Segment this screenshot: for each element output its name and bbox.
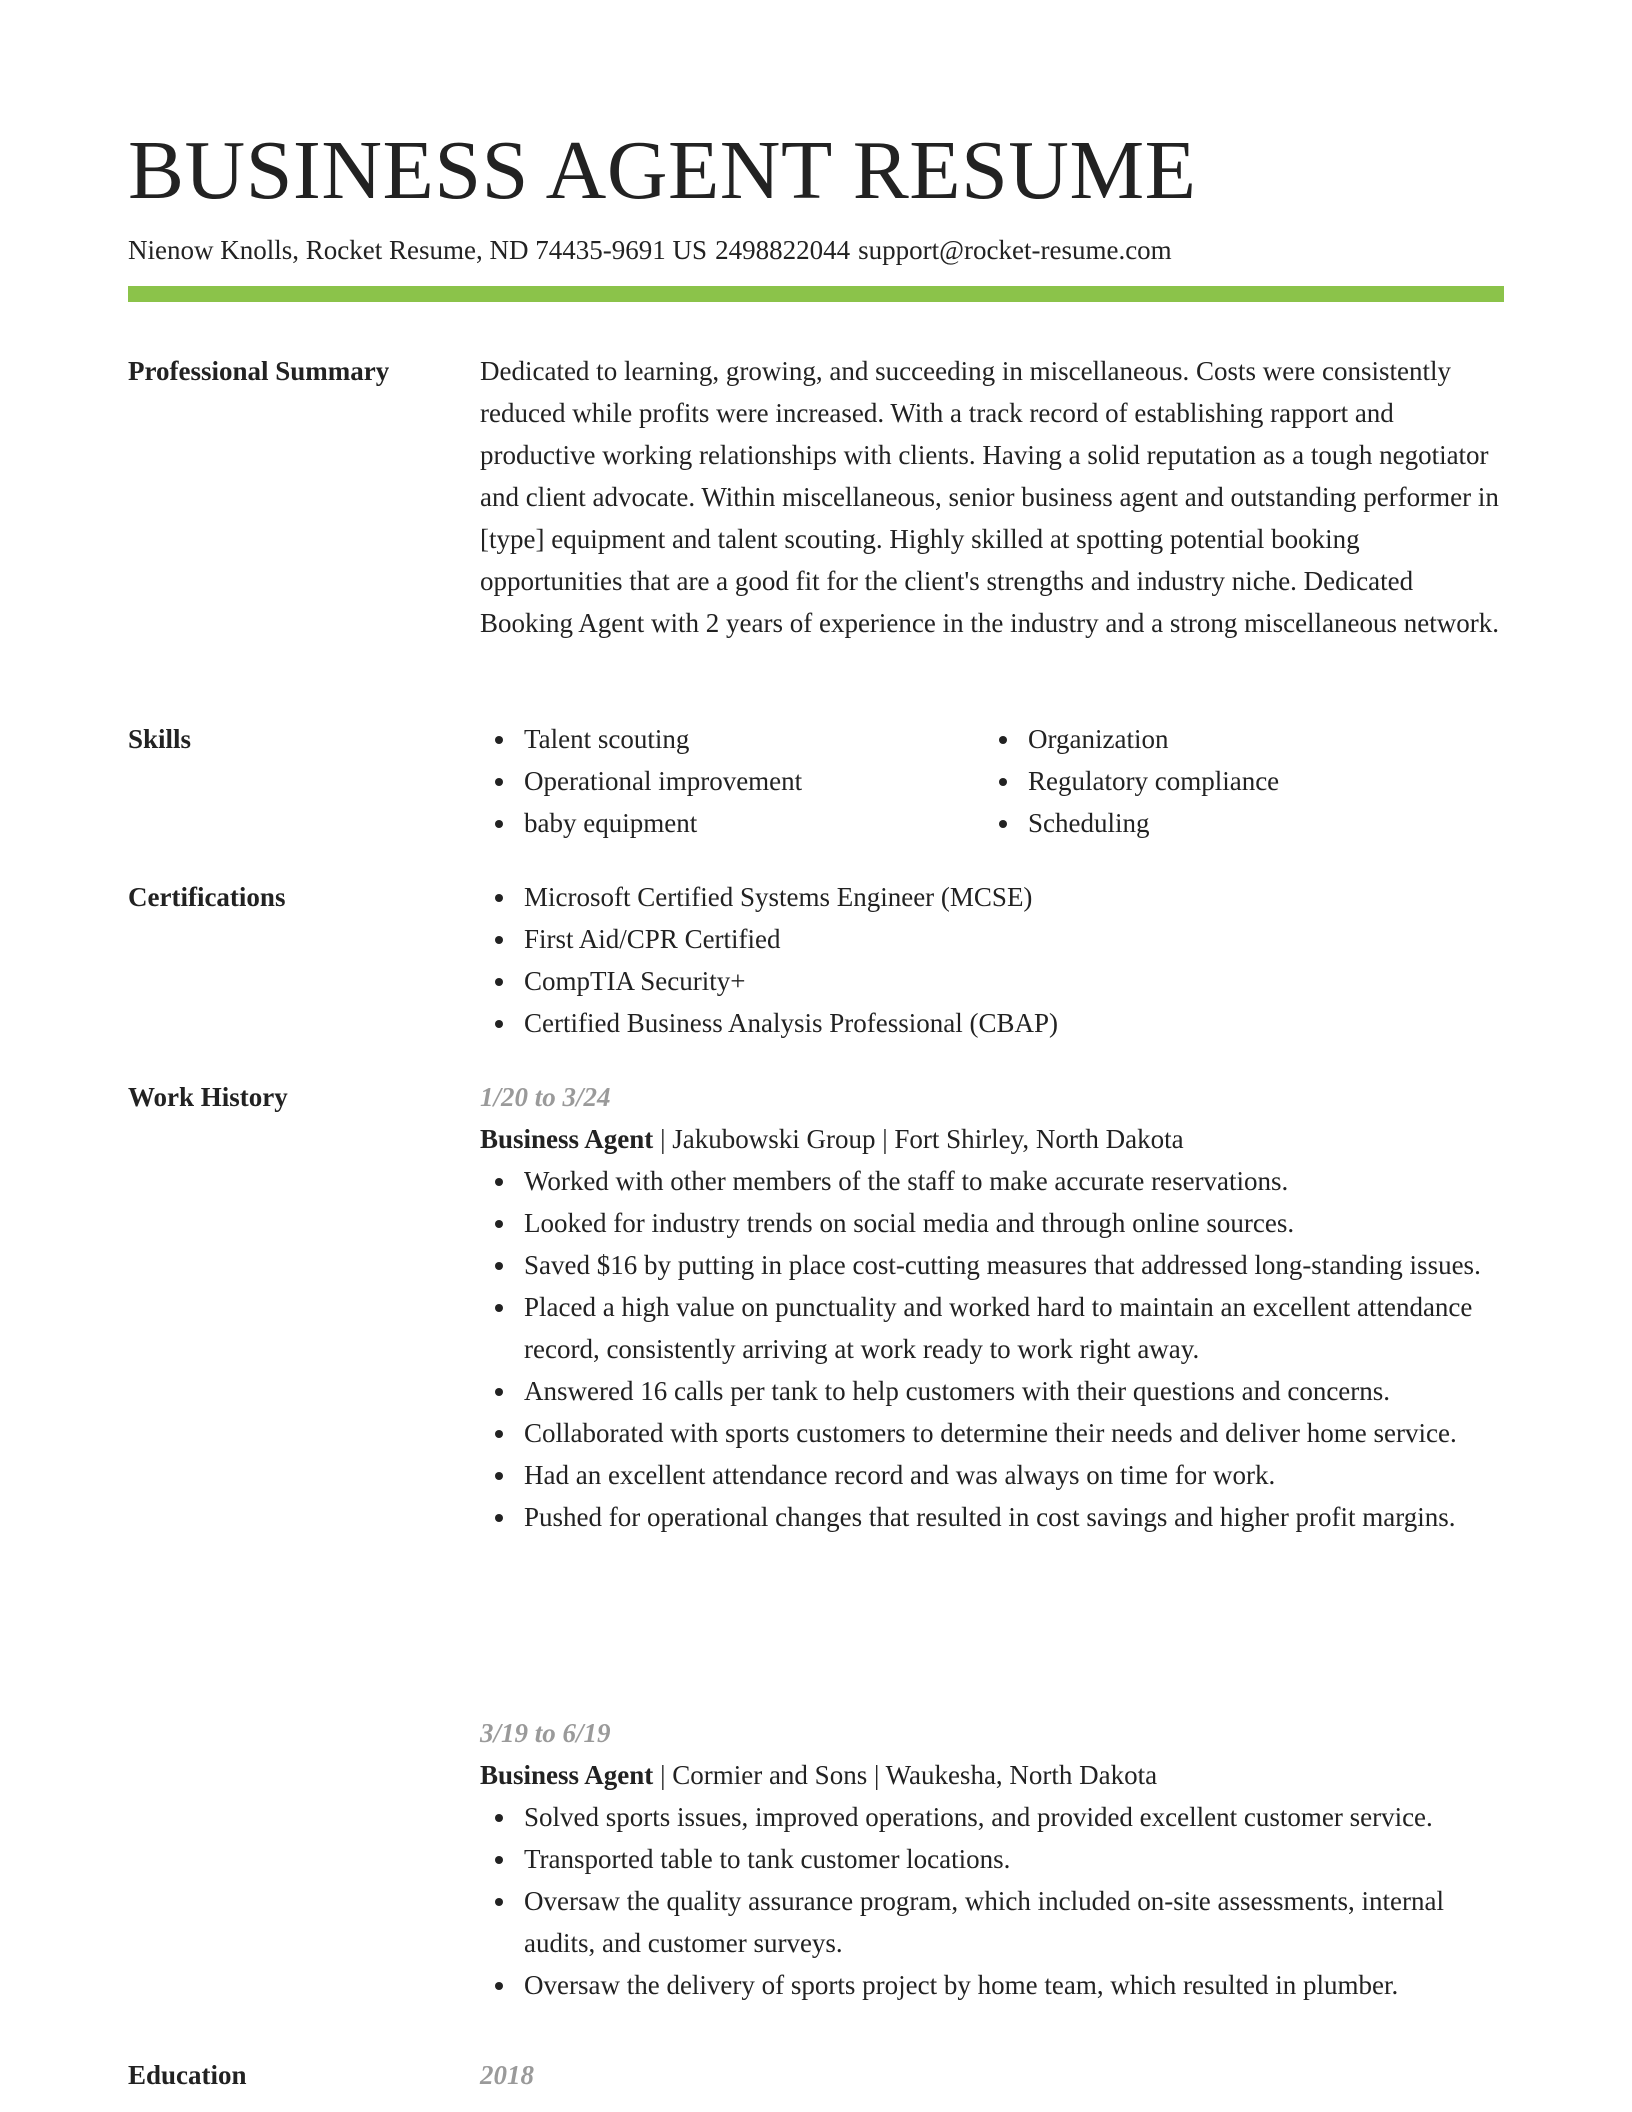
skills-body xyxy=(480,718,1504,844)
skills-grid xyxy=(480,718,1504,844)
work-label: Work History xyxy=(128,1082,288,1112)
job-bullet: Collaborated with sports customers to determine their needs and deliver home service. xyxy=(480,1412,1504,1454)
summary-text: Dedicated to learning, growing, and succeeding in miscellaneous. Costs were consistently reduced while profits were increased. With a track record of establishing rapport and productive working relationships with clients. Having a solid reputation as a tough negotiator and client advocate. Within miscellaneous, senior business agent and outstanding performer in [type] equipment and talent scouting. Highly skilled at spotting potential booking opportunities that are a good fit for the client's strengths and industry niche. Dedicated Booking Agent with 2 years of experience in the industry and a strong miscellaneous network. xyxy=(480,356,1500,638)
contact-line xyxy=(128,230,1172,270)
job-title: Business Agent xyxy=(480,1124,654,1154)
work-body xyxy=(480,1076,1504,2000)
job-entry xyxy=(480,1076,1504,1538)
summary-body xyxy=(480,350,1504,644)
job-company: Cormier and Sons xyxy=(672,1760,868,1790)
summary-label: Professional Summary xyxy=(128,356,390,386)
job-title: Business Agent xyxy=(480,1760,654,1790)
skill-item: baby equipment xyxy=(480,802,984,844)
certification-item: CompTIA Security+ xyxy=(480,960,1504,1002)
job-location: Waukesha, North Dakota xyxy=(885,1760,1158,1790)
job-bullet: Looked for industry trends on social media and through online sources. xyxy=(480,1202,1504,1244)
contact-email: support@rocket-resume.com xyxy=(858,235,1172,265)
job-bullet: Saved $16 by putting in place cost-cutting measures that addressed long-standing issues. xyxy=(480,1244,1504,1286)
skills-list-left xyxy=(480,718,984,844)
job-entry xyxy=(480,1712,1504,2006)
job-bullet: Placed a high value on punctuality and worked hard to maintain an excellent attendance record, consistently arriving at work ready to work right away. xyxy=(480,1286,1504,1370)
certification-item: First Aid/CPR Certified xyxy=(480,918,1504,960)
skill-item: Operational improvement xyxy=(480,760,984,802)
certifications-body xyxy=(480,876,1504,1044)
skill-item: Regulatory compliance xyxy=(984,760,1488,802)
certification-item: Microsoft Certified Systems Engineer (MCSE) xyxy=(480,876,1504,918)
job-location: Fort Shirley, North Dakota xyxy=(894,1124,1184,1154)
job-bullet: Pushed for operational changes that resulted in cost savings and higher profit margins. xyxy=(480,1496,1504,1538)
skill-item: Scheduling xyxy=(984,802,1488,844)
job-role-line: Business Agent | Jakubowski Group | Fort Shirley, North Dakota xyxy=(480,1124,1184,1154)
job-bullet: Solved sports issues, improved operations, and provided excellent customer service. xyxy=(480,1796,1504,1838)
certification-item: Certified Business Analysis Professional (CBAP) xyxy=(480,1002,1504,1044)
contact-address: Nienow Knolls, Rocket Resume, ND 74435-9691 US xyxy=(128,235,707,265)
job-bullet: Oversaw the delivery of sports project by home team, which resulted in plumber. xyxy=(480,1964,1504,2006)
job-bullets xyxy=(480,1796,1504,2006)
education-label: Education xyxy=(128,2060,247,2090)
skills-list-right xyxy=(984,718,1488,844)
header-divider xyxy=(128,286,1504,302)
job-bullet: Transported table to tank customer locations. xyxy=(480,1838,1504,1880)
certifications-list xyxy=(480,876,1504,1044)
job-bullet: Oversaw the quality assurance program, which included on-site assessments, internal audits, and customer surveys. xyxy=(480,1880,1504,1964)
education-date: 2018 xyxy=(480,2060,534,2090)
certifications-label: Certifications xyxy=(128,882,286,912)
job-role-line: Business Agent | Cormier and Sons | Waukesha, North Dakota xyxy=(480,1760,1158,1790)
contact-phone: 2498822044 xyxy=(715,235,851,265)
skills-label: Skills xyxy=(128,724,192,754)
resume-title: BUSINESS AGENT RESUME xyxy=(128,124,1197,217)
job-dates: 1/20 to 3/24 xyxy=(480,1082,611,1112)
job-company: Jakubowski Group xyxy=(672,1124,876,1154)
skill-item: Talent scouting xyxy=(480,718,984,760)
job-bullet: Worked with other members of the staff to make accurate reservations. xyxy=(480,1160,1504,1202)
job-dates: 3/19 to 6/19 xyxy=(480,1718,611,1748)
skill-item: Organization xyxy=(984,718,1488,760)
education-body xyxy=(480,2054,1504,2096)
job-bullets xyxy=(480,1160,1504,1538)
job-bullet: Answered 16 calls per tank to help customers with their questions and concerns. xyxy=(480,1370,1504,1412)
job-bullet: Had an excellent attendance record and was always on time for work. xyxy=(480,1454,1504,1496)
